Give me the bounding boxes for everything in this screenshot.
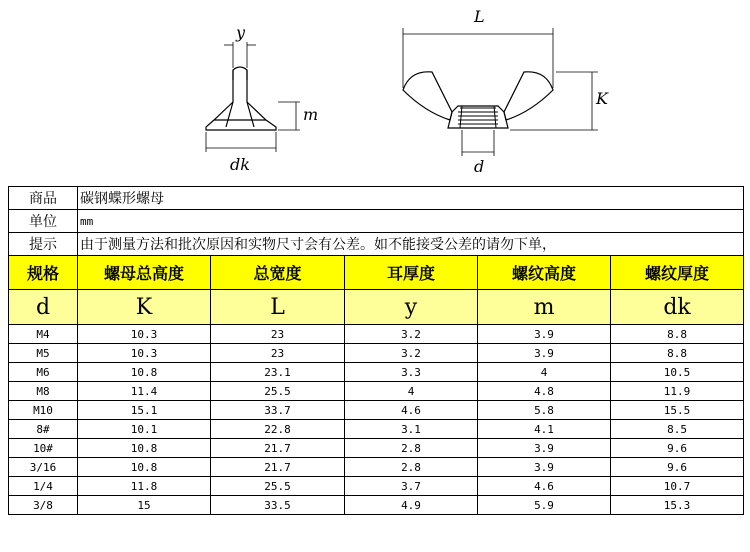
symbol-row (9, 290, 744, 325)
column-symbol: dk (611, 290, 744, 325)
dim-label-y: y (236, 23, 246, 42)
table-cell: 10.7 (611, 477, 744, 496)
table-row (9, 382, 744, 401)
table-cell: 8.8 (611, 344, 744, 363)
table-cell: 5.9 (478, 496, 611, 515)
table-row (9, 325, 744, 344)
table-row (9, 477, 744, 496)
table-cell: 10.1 (78, 420, 211, 439)
dim-label-dk: dk (230, 155, 250, 174)
table-row (9, 363, 744, 382)
table-cell: M4 (9, 325, 78, 344)
table-cell: 9.6 (611, 458, 744, 477)
table-cell: M5 (9, 344, 78, 363)
dim-label-L: L (474, 7, 485, 26)
table-cell: M10 (9, 401, 78, 420)
table-cell: 9.6 (611, 439, 744, 458)
table-cell: 3/16 (9, 458, 78, 477)
table-cell: 8# (9, 420, 78, 439)
table-row (9, 420, 744, 439)
table-cell: 2.8 (345, 439, 478, 458)
info-label: 提示 (9, 233, 78, 256)
header-row (9, 256, 744, 290)
table-cell: 2.8 (345, 458, 478, 477)
table-cell: 23 (211, 325, 345, 344)
table-cell: 15 (78, 496, 211, 515)
table-cell: 25.5 (211, 477, 345, 496)
table-cell: 4.1 (478, 420, 611, 439)
info-label: 单位 (9, 210, 78, 233)
table-cell: 8.8 (611, 325, 744, 344)
table-cell: 23 (211, 344, 345, 363)
table-cell: M6 (9, 363, 78, 382)
table-cell: 4.9 (345, 496, 478, 515)
table-cell: 25.5 (211, 382, 345, 401)
table-cell: 4.6 (345, 401, 478, 420)
table-row (9, 344, 744, 363)
info-value: 碳钢蝶形螺母 (78, 187, 744, 210)
table-cell: 10.8 (78, 363, 211, 382)
table-cell: 10.8 (78, 458, 211, 477)
info-row-unit (9, 210, 744, 233)
table-cell: 10.3 (78, 344, 211, 363)
table-cell: 3.2 (345, 325, 478, 344)
column-symbol: m (478, 290, 611, 325)
table-cell: 11.8 (78, 477, 211, 496)
column-header: 螺母总高度 (78, 256, 211, 290)
table-cell: 3/8 (9, 496, 78, 515)
table-cell: 10.8 (78, 439, 211, 458)
table-row (9, 496, 744, 515)
column-symbol: d (9, 290, 78, 325)
table-row (9, 439, 744, 458)
table-cell: 15.5 (611, 401, 744, 420)
table-row (9, 458, 744, 477)
table-cell: 5.8 (478, 401, 611, 420)
dim-label-m: m (303, 105, 319, 124)
front-view (403, 28, 598, 156)
table-cell: 10# (9, 439, 78, 458)
dim-label-K: K (596, 89, 608, 108)
table-cell: 3.1 (345, 420, 478, 439)
column-header: 耳厚度 (345, 256, 478, 290)
column-header: 螺纹高度 (478, 256, 611, 290)
column-header: 规格 (9, 256, 78, 290)
table-cell: 3.9 (478, 344, 611, 363)
table-cell: M8 (9, 382, 78, 401)
table-cell: 33.5 (211, 496, 345, 515)
table-cell: 23.1 (211, 363, 345, 382)
table-cell: 4.6 (478, 477, 611, 496)
table-cell: 10.3 (78, 325, 211, 344)
table-cell: 4.8 (478, 382, 611, 401)
column-symbol: K (78, 290, 211, 325)
table-cell: 3.9 (478, 325, 611, 344)
table-cell: 15.1 (78, 401, 211, 420)
table-cell: 3.9 (478, 458, 611, 477)
column-symbol: y (345, 290, 478, 325)
info-label: 商品 (9, 187, 78, 210)
spec-table (8, 186, 744, 515)
info-value: 由于测量方法和批次原因和实物尺寸会有公差。如不能接受公差的请勿下单， (78, 233, 744, 256)
table-cell: 10.5 (611, 363, 744, 382)
table-cell: 11.9 (611, 382, 744, 401)
table-cell: 21.7 (211, 458, 345, 477)
table-cell: 3.3 (345, 363, 478, 382)
column-header: 螺纹厚度 (611, 256, 744, 290)
table-cell: 3.9 (478, 439, 611, 458)
table-row (9, 401, 744, 420)
column-header: 总宽度 (211, 256, 345, 290)
info-row-note (9, 233, 744, 256)
table-cell: 3.7 (345, 477, 478, 496)
table-cell: 1/4 (9, 477, 78, 496)
dim-label-d: d (474, 157, 485, 176)
column-symbol: L (211, 290, 345, 325)
table-cell: 22.8 (211, 420, 345, 439)
info-row-product (9, 187, 744, 210)
info-value: mm (78, 210, 744, 233)
table-cell: 33.7 (211, 401, 345, 420)
table-cell: 15.3 (611, 496, 744, 515)
side-view (206, 42, 300, 152)
table-cell: 4 (345, 382, 478, 401)
table-cell: 3.2 (345, 344, 478, 363)
table-cell: 11.4 (78, 382, 211, 401)
table-cell: 21.7 (211, 439, 345, 458)
table-cell: 8.5 (611, 420, 744, 439)
table-cell: 4 (478, 363, 611, 382)
wing-nut-drawing (0, 0, 750, 182)
